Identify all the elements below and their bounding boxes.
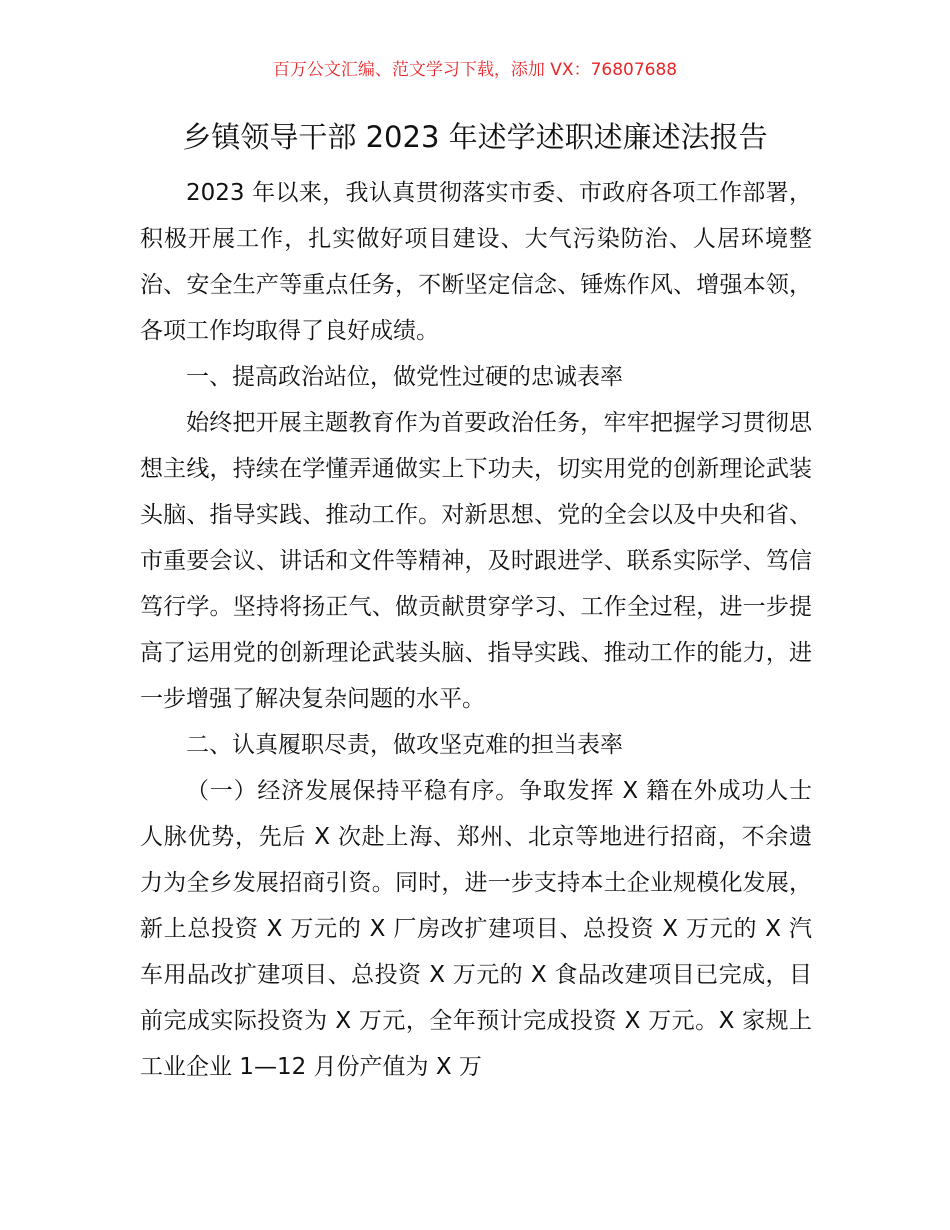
paragraph-section-2-1: （一）经济发展保持平稳有序。争取发挥 X 籍在外成功人士人脉优势，先后 X 次赴上海、郑州、北京等地进行招商，不余遗力为全乡发展招商引资。同时，进一步支持本土企业规模化发展，新上总投资 X 万元的 X 厂房改扩建项目、总投资 X 万元的 X 汽车用品改扩建项目、总投资 X 万元的 X 食品改建项目已完成，目前完成实际投资为 X 万元，全年预计完成投资 X 万元。X 家规上工业企业 1—12 月份产值为 X 万 — [140, 778, 812, 1080]
document-body — [140, 170, 812, 1090]
section-heading-2: 二、认真履职尽责，做攻坚克难的担当表率 — [186, 732, 623, 758]
paragraph-section-1: 始终把开展主题教育作为首要政治任务，牢牢把握学习贯彻思想主线，持续在学懂弄通做实上下功夫，切实用党的创新理论武装头脑、指导实践、推动工作。对新思想、党的全会以及中央和省、市重要会议、讲话和文件等精神，及时跟进学、联系实际学、笃信笃行学。坚持将扬正气、做贡献贯穿学习、工作全过程，进一步提高了运用党的创新理论武装头脑、指导实践、推动工作的能力，进一步增强了解决复杂问题的水平。 — [140, 410, 812, 712]
paragraph-intro: 2023 年以来，我认真贯彻落实市委、市政府各项工作部署，积极开展工作，扎实做好项目建设、大气污染防治、人居环境整治、安全生产等重点任务，不断坚定信念、锤炼作风、增强本领，各项工作均取得了良好成绩。 — [140, 180, 812, 344]
watermark-banner: 百万公文汇编、范文学习下载，添加 VX：76807688 — [272, 60, 678, 80]
page-title: 乡镇领导干部 2023 年述学述职述廉述法报告 — [182, 120, 768, 154]
section-heading-1: 一、提高政治站位，做党性过硬的忠诚表率 — [186, 364, 623, 390]
